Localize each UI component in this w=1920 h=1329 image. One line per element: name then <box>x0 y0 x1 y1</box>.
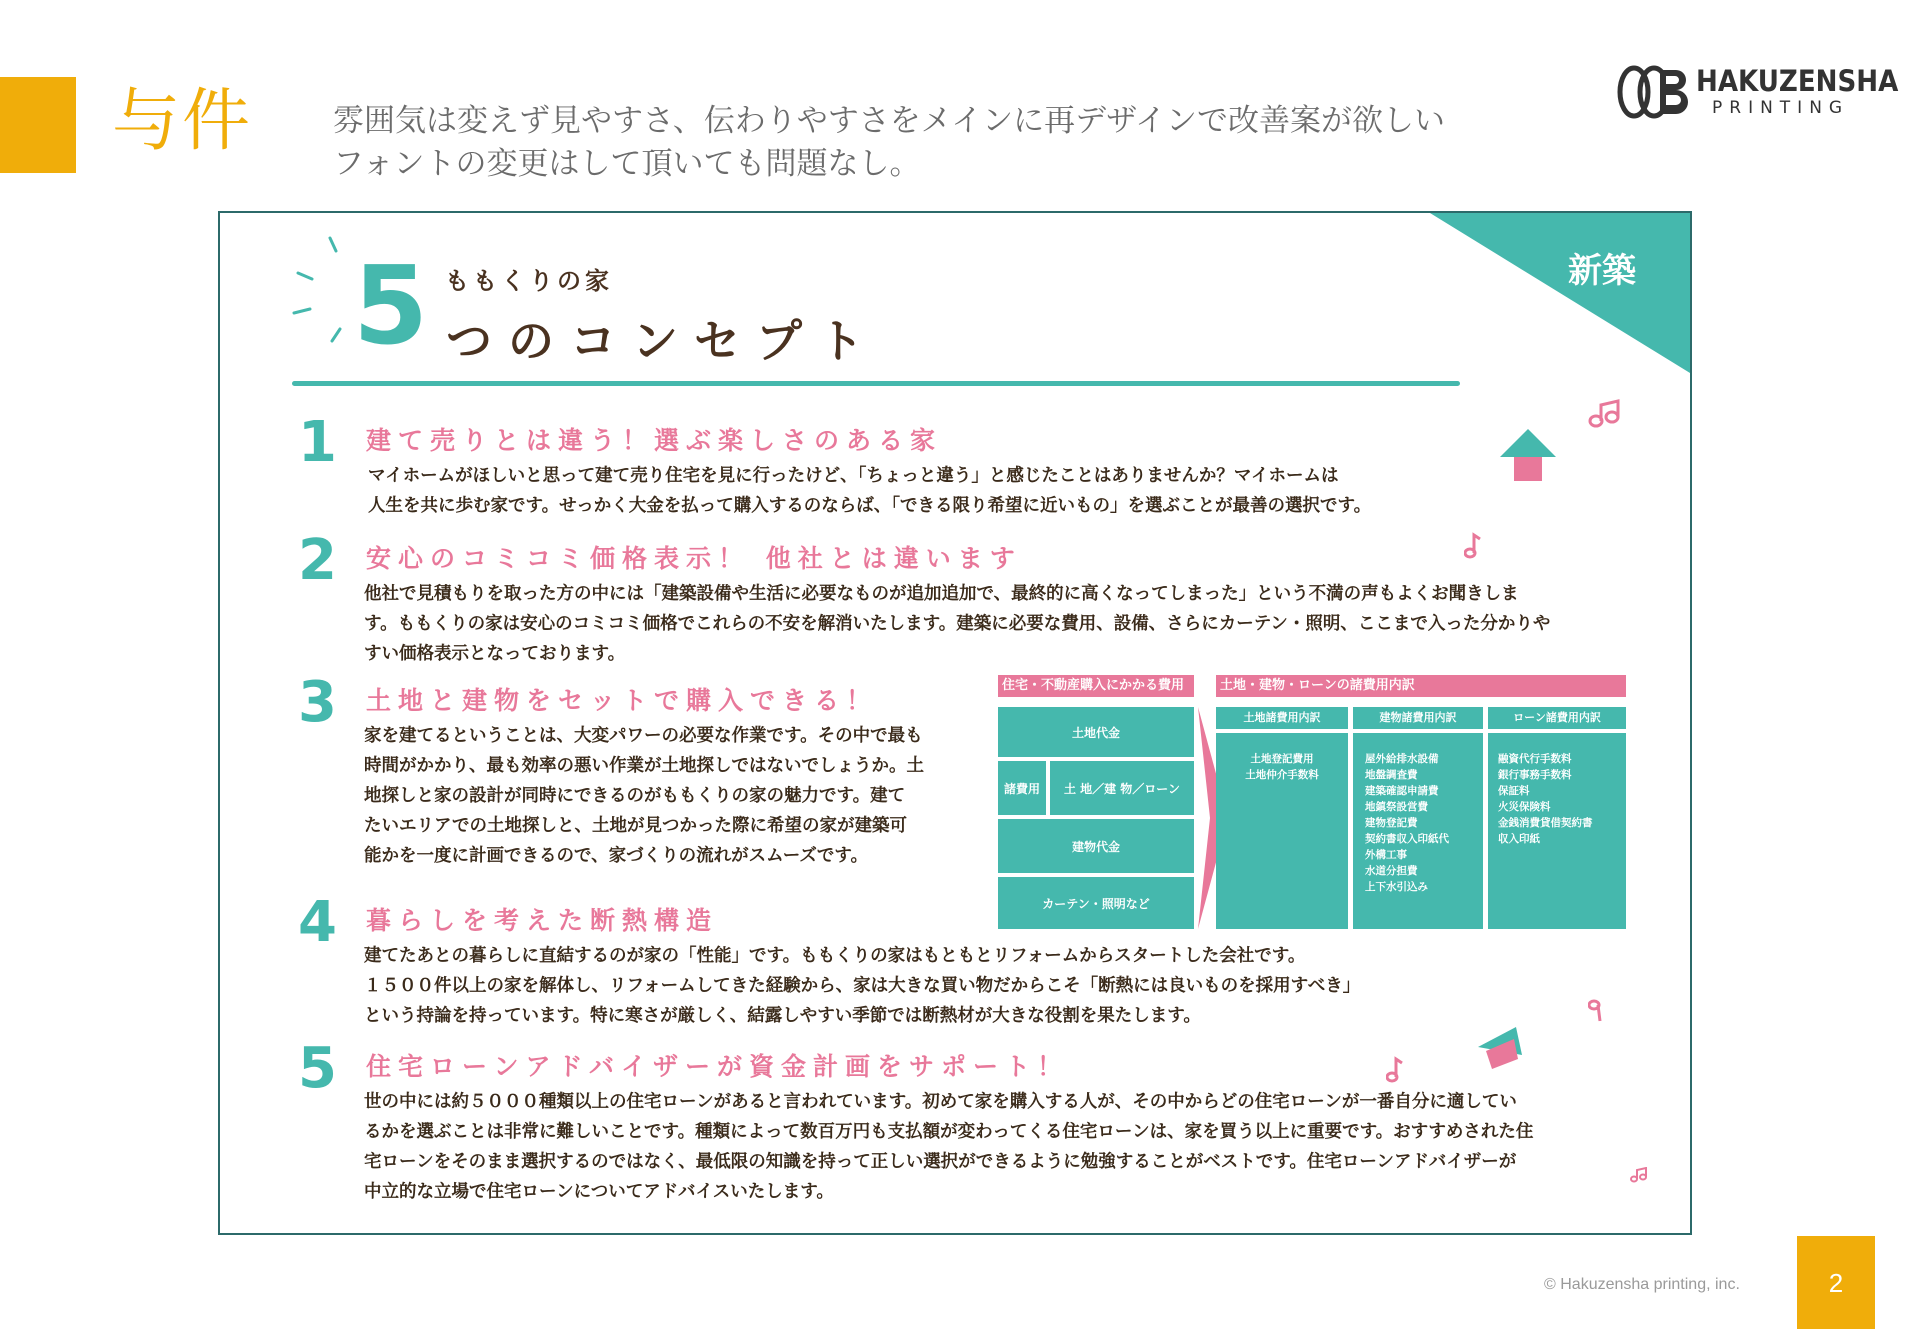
logo-subtitle: PRINTING <box>1712 98 1850 118</box>
cost-diagram <box>998 675 1628 939</box>
page-number-box <box>1797 1236 1875 1329</box>
breakdown-item: 建築確認申請費 <box>1365 785 1439 797</box>
page-number: 2 <box>1828 1268 1844 1298</box>
section-body <box>368 461 1371 521</box>
breakdown-item: 収入印紙 <box>1498 833 1540 845</box>
music-note-icon <box>1588 399 1622 429</box>
breakdown-item: 水道分担費 <box>1365 865 1418 877</box>
body-line: 能かを一度に計画できるので、家づくりの流れがスムーズです。 <box>364 846 868 866</box>
body-line: 時間がかかり、最も効率の悪い作業が土地探しではないでしょうか。土 <box>364 756 924 776</box>
body-line: 中立的な立場で住宅ローンについてアドバイスいたします。 <box>364 1182 834 1202</box>
body-line: 家を建てるということは、大変パワーの必要な作業です。その中で最も <box>364 726 923 746</box>
concept-document <box>218 211 1692 1235</box>
column-header: 土地諸費用内訳 <box>1216 707 1348 729</box>
breakdown-item: 土地登記費用 <box>1250 753 1314 765</box>
section-body <box>364 579 1550 669</box>
body-line: 宅ローンをそのまま選択するのではなく、最低限の知識を持って正しい選択ができるように勉強することがベストです。住宅ローンアドバイザーが <box>364 1152 1517 1172</box>
breakdown-item: 上下水引込み <box>1365 881 1428 893</box>
column-header: 建物諸費用内訳 <box>1353 707 1483 729</box>
body-line: たいエリアでの土地探しと、土地が見つかった際に希望の家が建築可 <box>364 816 908 836</box>
body-line: るかを選ぶことは非常に難しいことです。種類によって数百万円も支払額が変わってくる住宅ローンは、家を買う以上に重要です。おすすめされた住 <box>364 1122 1534 1142</box>
diagram-left-header: 住宅・不動産購入にかかる費用 <box>998 675 1194 697</box>
body-line: 地探しと家の設計が同時にできるのがももくりの家の魅力です。建て <box>364 786 906 806</box>
body-line: マイホームがほしいと思って建て売り住宅を見に行ったけど、「ちょっと違う」と感じたことはありませんか？マイホームは <box>368 466 1339 486</box>
section-title: 安心のコミコミ価格表示！ 他社とは違います <box>366 544 1022 573</box>
breakdown-item: 銀行事務手数料 <box>1498 769 1572 781</box>
brand-title: つのコンセプト <box>446 314 880 368</box>
section-number: 4 <box>298 890 337 955</box>
requirements-line: 雰囲気は変えず見やすさ、伝わりやすさをメインに再デザインで改善案が欲しい <box>333 103 1445 139</box>
brand-number: 5 <box>353 244 429 369</box>
music-note-icon <box>1630 1167 1648 1183</box>
column-header: ローン諸費用内訳 <box>1488 707 1626 729</box>
page-heading: 与件 <box>112 82 253 161</box>
breakdown-item: 外構工事 <box>1365 849 1407 861</box>
breakdown-item: 融資代行手数料 <box>1498 753 1572 765</box>
body-line: 建てたあとの暮らしに直結するのが家の「性能」です。ももくりの家はもともとリフォームからスタートした会社です。 <box>364 946 1306 966</box>
breakdown-item: 屋外給排水設備 <box>1365 753 1439 765</box>
diagram-right-header: 土地・建物・ローンの諸費用内訳 <box>1216 675 1626 697</box>
breakdown-item: 土地仲介手数料 <box>1245 769 1319 781</box>
land-cost-cell: 土地代金 <box>998 707 1194 757</box>
section-number: 5 <box>298 1036 337 1101</box>
body-line: 世の中には約５０００種類以上の住宅ローンがあると言われています。初めて家を購入する人が、その中からどの住宅ローンが一番自分に適してい <box>364 1092 1517 1112</box>
building-cost-breakdown <box>1353 733 1483 929</box>
logo-name: HAKUZENSHA <box>1696 64 1899 98</box>
breakdown-item: 契約書収入印紙代 <box>1365 833 1449 845</box>
section-body <box>364 1087 1533 1207</box>
section-body <box>364 721 924 871</box>
house-icon <box>1498 427 1558 485</box>
land-cost-breakdown <box>1216 733 1348 929</box>
corner-triangle <box>1430 213 1690 373</box>
breakdown-item: 地盤調査費 <box>1365 769 1418 781</box>
breakdown-item: 金銭消費貸借契約書 <box>1498 817 1593 829</box>
breakdown-item: 保証料 <box>1498 785 1530 797</box>
burst-decoration-icon <box>290 233 360 353</box>
section-number: 3 <box>298 670 337 735</box>
body-line: １５００件以上の家を解体し、リフォームしてきた経験から、家は大きな買い物だからこそ「断熱には良いものを採用すべき」 <box>364 976 1361 996</box>
body-line: 他社で見積もりを取った方の中には「建築設備や生活に必要なものが追加追加で、最終的に高くなってしまった」という不満の声もよくお聞きしま <box>364 584 1519 604</box>
section-title: 暮らしを考えた断熱構造 <box>366 906 719 935</box>
requirements-text <box>333 100 1445 186</box>
house-icon <box>1476 1025 1526 1071</box>
section-number: 1 <box>298 410 337 475</box>
accent-bar <box>0 77 76 173</box>
body-line: す。ももくりの家は安心のコミコミ価格でこれらの不安を解消いたします。建築に必要な費用、設備、さらにカーテン・照明、ここまで入った分かりや <box>364 614 1551 634</box>
new-build-label: 新築 <box>1568 251 1636 291</box>
body-line: 人生を共に歩む家です。せっかく大金を払って購入するのならば、「できる限り希望に近いもの」を選ぶことが最善の選択です。 <box>368 496 1372 516</box>
breakdown-item: 火災保険料 <box>1498 801 1551 813</box>
logo-mark-icon <box>1616 62 1692 122</box>
section-body <box>364 941 1360 1031</box>
breakdown-item: 地鎮祭設営費 <box>1365 801 1428 813</box>
building-cost-cell: 建物代金 <box>998 819 1194 873</box>
loan-cost-cell: 土 地／建 物／ローン <box>1050 761 1194 815</box>
copyright-notice: © Hakuzensha printing, inc. <box>1544 1276 1740 1293</box>
music-note-icon <box>1386 1055 1404 1083</box>
loan-cost-breakdown <box>1488 733 1626 929</box>
section-title: 住宅ローンアドバイザーが資金計画をサポート！ <box>366 1052 1070 1081</box>
body-line: という持論を持っています。特に寒さが厳しく、結露しやすい季節では断熱材が大きな役割を果たします。 <box>364 1006 1201 1026</box>
music-note-icon <box>1588 999 1604 1025</box>
title-rule <box>292 381 1460 386</box>
requirements-line: フォントの変更はして頂いても問題なし。 <box>333 146 921 182</box>
company-logo <box>1616 60 1899 124</box>
curtain-cost-cell: カーテン・照明など <box>998 877 1194 929</box>
brand-subtitle: ももくりの家 <box>445 267 613 295</box>
section-number: 2 <box>298 528 337 593</box>
section-title: 土地と建物をセットで購入できる！ <box>366 686 879 715</box>
section-title: 建て売りとは違う！選ぶ楽しさのある家 <box>366 426 943 455</box>
music-note-icon <box>1464 531 1482 559</box>
misc-cost-cell: 諸費用 <box>998 761 1046 815</box>
breakdown-item: 建物登記費 <box>1365 817 1418 829</box>
body-line: すい価格表示となっております。 <box>364 644 626 664</box>
